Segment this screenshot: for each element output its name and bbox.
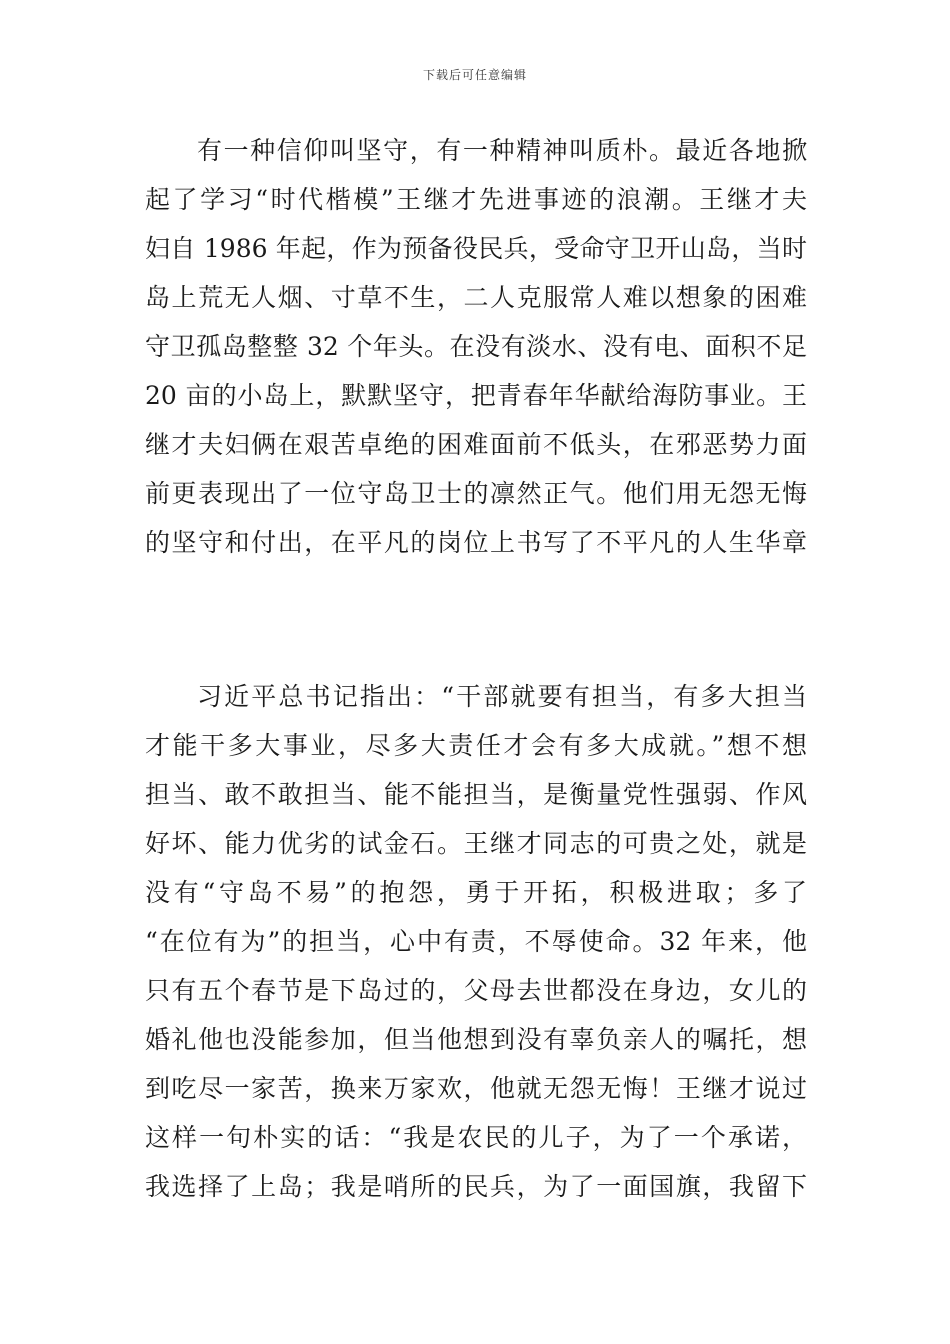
paragraph-line: 没有“守岛不易”的抱怨，勇于开拓，积极进取；多了: [145, 878, 807, 907]
paragraph-line: 婚礼他也没能参加，但当他想到没有辜负亲人的嘱托，想: [145, 1025, 807, 1054]
paragraph-line: 到吃尽一家苦，换来万家欢，他就无怨无悔！王继才说过: [145, 1074, 807, 1103]
paragraph-line: 起了学习“时代楷模”王继才先进事迹的浪潮。王继才夫: [145, 185, 807, 214]
paragraph-line: 守卫孤岛整整 32 个年头。在没有淡水、没有电、面积不足: [145, 332, 807, 361]
paragraph-line: 有一种信仰叫坚守，有一种精神叫质朴。最近各地掀: [197, 136, 807, 165]
paragraph-line: 担当、敢不敢担当、能不能担当，是衡量党性强弱、作风: [145, 780, 807, 809]
paragraph-2: [145, 672, 807, 1211]
paragraph-line: 妇自 1986 年起，作为预备役民兵，受命守卫开山岛，当时: [145, 234, 807, 263]
paragraph-line: 岛上荒无人烟、寸草不生，二人克服常人难以想象的困难: [145, 283, 807, 312]
paragraph-line: “在位有为”的担当，心中有责，不辱使命。32 年来，他: [145, 927, 807, 956]
paragraph-1: [145, 126, 807, 567]
paragraph-line: 我选择了上岛；我是哨所的民兵，为了一面国旗，我留下: [145, 1172, 807, 1201]
paragraph-line: 才能干多大事业，尽多大责任才会有多大成就。”想不想: [145, 731, 807, 760]
header-note: 下载后可任意编辑: [422, 68, 527, 82]
paragraph-line: 这样一句朴实的话：“我是农民的儿子，为了一个承诺，: [145, 1123, 807, 1152]
paragraph-line: 只有五个春节是下岛过的，父母去世都没在身边，女儿的: [145, 976, 807, 1005]
paragraph-line: 习近平总书记指出：“干部就要有担当，有多大担当: [197, 682, 807, 711]
paragraph-line: 好坏、能力优劣的试金石。王继才同志的可贵之处，就是: [145, 829, 807, 858]
paragraph-line: 前更表现出了一位守岛卫士的凛然正气。他们用无怨无悔: [145, 479, 807, 508]
paragraph-line: 的坚守和付出，在平凡的岗位上书写了不平凡的人生华章: [145, 528, 807, 557]
paragraph-line: 20 亩的小岛上，默默坚守，把青春年华献给海防事业。王: [145, 381, 807, 410]
paragraph-line: 继才夫妇俩在艰苦卓绝的困难面前不低头，在邪恶势力面: [145, 430, 807, 459]
